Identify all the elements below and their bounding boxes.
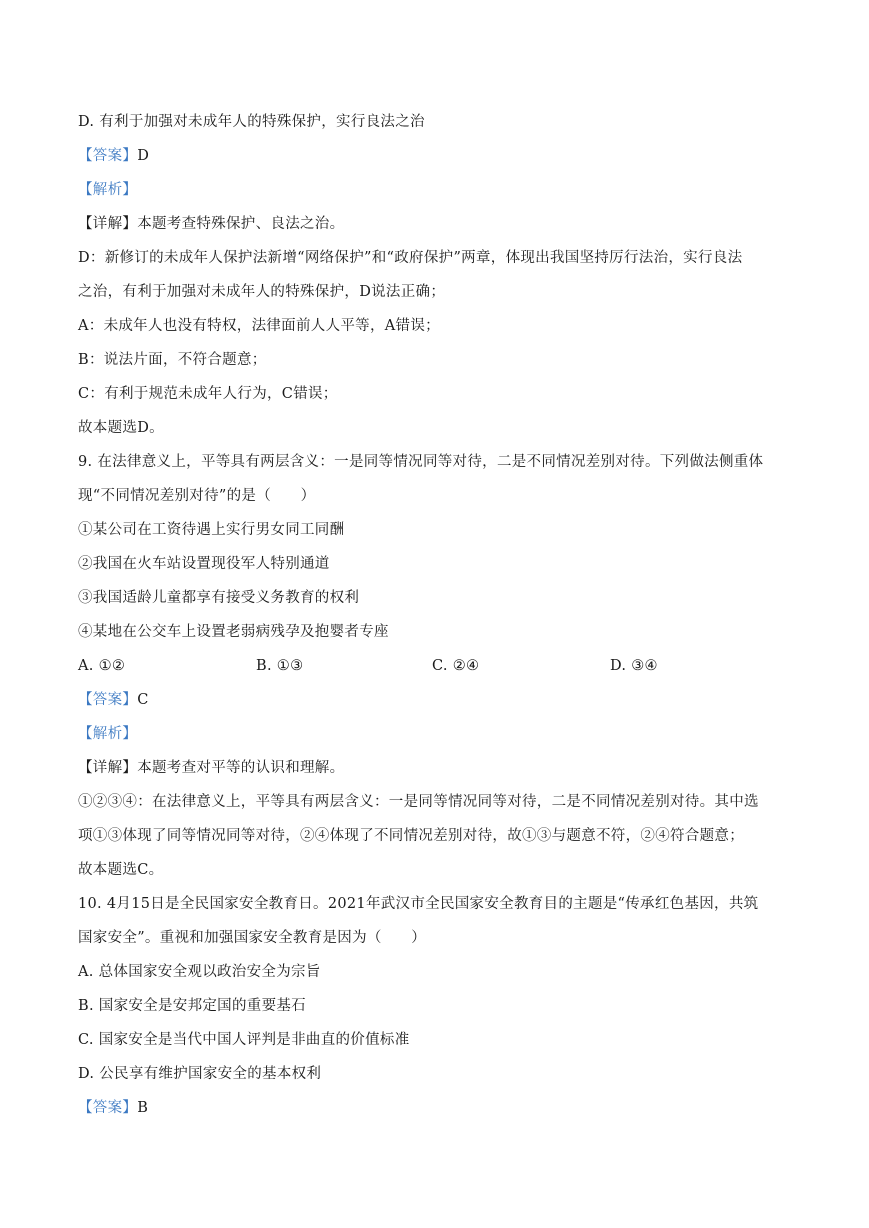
q8-explanation-line: B：说法片面，不符合题意；	[78, 352, 267, 368]
analysis-tag: 【解析】	[78, 182, 138, 198]
q8-analysis-heading	[78, 176, 798, 210]
q8-conclusion: 故本题选D。	[78, 420, 164, 436]
q8-explanation-line: C：有利于规范未成年人行为，C错误；	[78, 386, 338, 402]
q9-detail	[78, 754, 798, 788]
q9-option-a: A. ①②	[78, 658, 126, 674]
answer-tag: 【答案】	[78, 148, 138, 164]
detail-text: 本题考查特殊保护、良法之治。	[137, 216, 345, 232]
detail-tag: 【详解】	[78, 760, 138, 776]
answer-value: D	[137, 148, 150, 164]
document-page	[78, 108, 798, 1128]
q10-option-c: C. 国家安全是当代中国人评判是非曲直的价值标准	[78, 1032, 410, 1048]
q9-item: ④某地在公交车上设置老弱病残孕及抱婴者专座	[78, 624, 389, 640]
q9-item: ②我国在火车站设置现役军人特别通道	[78, 556, 330, 572]
q9-explanation-line: ①②③④：在法律意义上，平等具有两层含义：一是同等情况同等对待，二是不同情况差别对待。其中选	[78, 794, 759, 810]
q9-stem-line: 现“不同情况差别对待”的是（ ）	[78, 488, 316, 504]
q8-explanation-line: D：新修订的未成年人保护法新增“网络保护”和“政府保护”两章，体现出我国坚持厉行法治，实行良法	[78, 250, 743, 266]
analysis-tag: 【解析】	[78, 726, 138, 742]
answer-value: B	[137, 1100, 149, 1116]
q9-answer	[78, 686, 798, 720]
q9-option-c: C. ②④	[432, 658, 480, 674]
q8-explanation-line: 之治，有利于加强对未成年人的特殊保护，D说法正确；	[78, 284, 446, 300]
q10-stem-line: 国家安全”。重视和加强国家安全教育是因为（ ）	[78, 930, 427, 946]
answer-tag: 【答案】	[78, 1100, 138, 1116]
detail-tag: 【详解】	[78, 216, 138, 232]
q9-option-d: D. ③④	[610, 658, 658, 674]
q9-item: ①某公司在工资待遇上实行男女同工同酬	[78, 522, 345, 538]
q9-stem-line: 9. 在法律意义上，平等具有两层含义：一是同等情况同等对待，二是不同情况差别对待。下列做法侧重体	[78, 454, 764, 470]
q8-explanation-line: A：未成年人也没有特权，法律面前人人平等，A错误；	[78, 318, 440, 334]
q8-answer	[78, 142, 798, 176]
q10-stem-line: 10. 4月15日是全民国家安全教育日。2021年武汉市全民国家安全教育目的主题是“传承红色基因，共筑	[78, 896, 759, 912]
q9-item: ③我国适龄儿童都享有接受义务教育的权利	[78, 590, 360, 606]
q10-answer	[78, 1094, 798, 1128]
q10-option-d: D. 公民享有维护国家安全的基本权利	[78, 1066, 322, 1082]
q10-option-b: B. 国家安全是安邦定国的重要基石	[78, 998, 306, 1014]
q9-conclusion: 故本题选C。	[78, 862, 164, 878]
answer-value: C	[137, 692, 149, 708]
detail-text: 本题考查对平等的认识和理解。	[137, 760, 345, 776]
q8-detail	[78, 210, 798, 244]
answer-tag: 【答案】	[78, 692, 138, 708]
q9-explanation-line: 项①③体现了同等情况同等对待，②④体现了不同情况差别对待，故①③与题意不符，②④符合题意；	[78, 828, 744, 844]
q9-analysis-heading	[78, 720, 798, 754]
q9-option-b: B. ①③	[256, 658, 304, 674]
q8-option-d: D. 有利于加强对未成年人的特殊保护，实行良法之治	[78, 114, 425, 130]
q10-option-a: A. 总体国家安全观以政治安全为宗旨	[78, 964, 321, 980]
q9-options	[78, 652, 798, 686]
